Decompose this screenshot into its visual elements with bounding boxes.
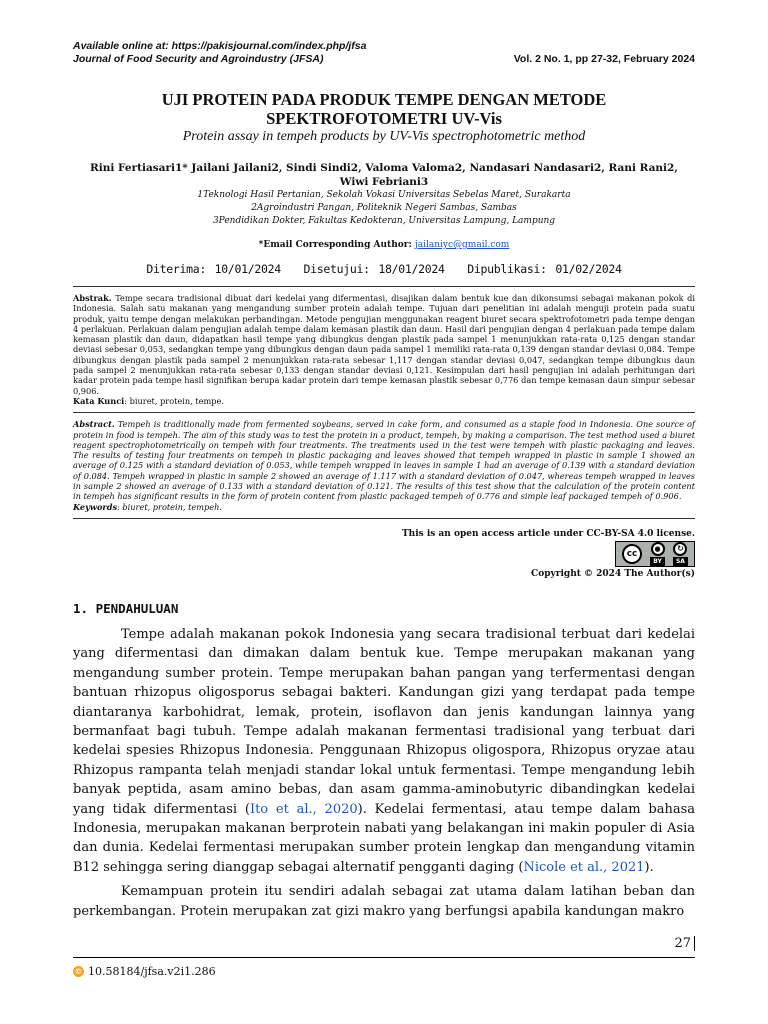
date-received: Diterima: 10/01/2024 [146,262,281,276]
divider [73,518,695,519]
page-number: 27 [73,936,695,951]
email-link[interactable]: jailaniyc@gmail.com [414,240,510,250]
cc-icon: cc [622,544,642,564]
citation-link[interactable]: Nicole et al., 2021 [523,859,645,875]
paper-title: UJI PROTEIN PADA PRODUK TEMPE DENGAN METODE SPEKTROFOTOMETRI UV-Vis [161,90,607,128]
affiliation-1: 1Teknologi Hasil Pertanian, Sekolah Vokasi Universitas Sebelas Maret, Surakarta [197,190,571,200]
affiliation-2: 2Agroindustri Pangan, Politeknik Negeri Sambas, Sambas [251,203,517,213]
footer-rule [73,957,695,958]
divider [73,286,695,287]
available-online: Available online at: https://pakisjournal.com/index.php/jfsa [73,40,367,52]
attribution-icon: ● [651,542,665,556]
affiliation-3: 3Pendidikan Dokter, Fakultas Kedokteran, Universitas Lampung, Lampung [212,216,556,226]
doi-icon: © [74,967,83,976]
volume-info: Vol. 2 No. 1, pp 27-32, February 2024 [513,53,695,65]
citation-link[interactable]: Ito et al., 2020 [249,801,358,817]
paragraph-2: Kemampuan protein itu sendiri adalah sebagai zat utama dalam latihan beban dan perkembangan. Protein merupakan zat gizi makro yang berfungsi apabila kandungan makro [73,884,695,919]
body-text [73,625,695,921]
date-published: Dipublikasi: 01/02/2024 [467,262,622,276]
journal-header [73,53,695,66]
date-approved: Disetujui: 18/01/2024 [303,262,445,276]
author-list: Rini Fertiasari1* Jailani Jailani2, Sindi Sindi2, Valoma Valoma2, Nandasari Nandasari2, Rani Rani2, Wiwi Febriani3 [90,162,678,188]
abstract-english: Abstract. Tempeh is traditionally made from fermented soybeans, served in cake form, and consumed as a staple food in Indonesia. One source of protein in food is tempeh. The aim of this study was to test the protein in a product, tempeh, by making a comparison. The test method used a biuret reagent spectrophotometrically on tempeh with four treatments. The treatments used in the test were tempeh with plastic packaging and leaves. The results of testing four treatments on tempeh in plastic packaging and leaves showed that tempeh wrapped in plastic in sample 1 showed an average of 0.125 with a standard deviation of 0.053, while tempeh wrapped in leaves in sample 1 had an average of 0.139 with a standard deviation of 0.084. Tempeh wrapped in plastic in sample 2 showed an average of 1.117 with a standard deviation of 0.047, whereas tempeh wrapped in leaves in sample 2 showed an average of 0.133 with a standard deviation of 0.121. The results of this test show that the calculation of the protein content in tempeh has significant results in the form of protein content from plastic packaged tempeh of 0.776 and simple leaf packaged tempeh of 0.906. Keywords: biuret, protein, tempeh. [73,419,695,512]
paper-page [73,40,695,926]
doi-footer [73,965,216,978]
doi-link[interactable]: 10.58184/jfsa.v2i1.286 [88,965,216,978]
paragraph-1: Tempe adalah makanan pokok Indonesia yang secara tradisional terbuat dari kedelai yang difermentasi dan dimakan dalam bentuk kue. Tempe merupakan makanan yang mengandung sumber protein. Tempe merupakan bahan pangan yang terfermentasi dengan bantuan rhizopus oligosporus sebagai bakteri. Kandungan gizi yang terdapat pada tempe diantaranya karbohidrat, lemak, protein, isoflavon dan jenis kandungan lainnya yang bermanfaat bagi tubuh. Tempe adalah makanan fermentasi tradisional yang terbuat dari kedelai spesies Rhizopus Indonesia. Penggunaan Rhizopus oligospora, Rhizopus oryzae atau Rhizopus rampanta telah menjadi standar lokal untuk fermentasi. Tempe mengandung lebih banyak peptida, asam amino bebas, dan asam gamma-aminobutyric dibandingkan kedelai yang tidak difermentasi (Ito et al., 2020). Kedelai fermentasi, atau tempe dalam bahasa Indonesia, merupakan makanan berprotein nabati yang belakangan ini makin populer di Asia dan dunia. Kedelai fermentasi merupakan sumber protein lengkap dan mengandung vitamin B12 sehingga sering dianggap sebagai alternatif pengganti daging (Nicole et al., 2021). [73,626,695,875]
license-statement: This is an open access article under CC-BY-SA 4.0 license. [401,528,695,539]
cc-by-sa-badge[interactable]: cc ● BY ↻ SA [615,541,695,567]
journal-name: Journal of Food Security and Agroindustry (JFSA) [73,53,324,65]
section-heading: 1. PENDAHULUAN [73,600,179,616]
paper-subtitle: Protein assay in tempeh products by UV-Vis spectrophotometric method [182,129,586,144]
article-dates [73,262,695,276]
corresponding-email: *Email Corresponding Author: jailaniyc@gmail.com [258,240,510,250]
abstract-indonesian: Abstrak. Tempe secara tradisional dibuat dari kedelai yang difermentasi, disajikan dalam bentuk kue dan dikonsumsi sebagai makanan pokok di Indonesia. Salah satu makanan yang mengandung sumber protein adalah tempe. Tujuan dari penelitian ini adalah menguji protein pada suatu produk, yaitu tempe dengan melakukan perbandingan. Metode pengujian menggunakan reagent biuret secara spektrofotometri pada tempe dengan 4 perlakuan. Perlakuan dalam pengujian adalah tempe dalam kemasan plastik dan daun. Hasil dari pengujian dengan 4 perlakuan pada tempe dalam kemasan plastik dan daun, didapatkan hasil tempe yang dibungkus dengan plastik pada sampel 1 menunjukkan rata-rata 0,125 dengan standar deviasi sebesar 0,053, sedangkan tempe yang dibungkus dengan daun pada sampel 1 memiliki rata-rata 0,139 dengan standar deviasi 0,084. Tempe dibungkus dengan plastik pada sampel 2 menunjukkan rata-rata sebesar 1,117 dengan standar deviasi 0,047, sedangkan tempe dibungkus daun pada sampel 2 menunjukkan rata-rata sebesar 0,133 dengan standar deviasi 0,121. Kesimpulan dari hasil pengujian ini adalah perhitungan dari kadar protein pada tempe hasil signifikan berupa kadar protein dari tempe kemasan plastik sebesar 0,776 dan tempe kemasan daun simpur sebesar 0,906. Kata Kunci: biuret, protein, tempe. [73,293,695,406]
copyright-notice: Copyright © 2024 The Author(s) [531,568,695,579]
divider [73,412,695,413]
share-alike-icon: ↻ [673,542,687,556]
